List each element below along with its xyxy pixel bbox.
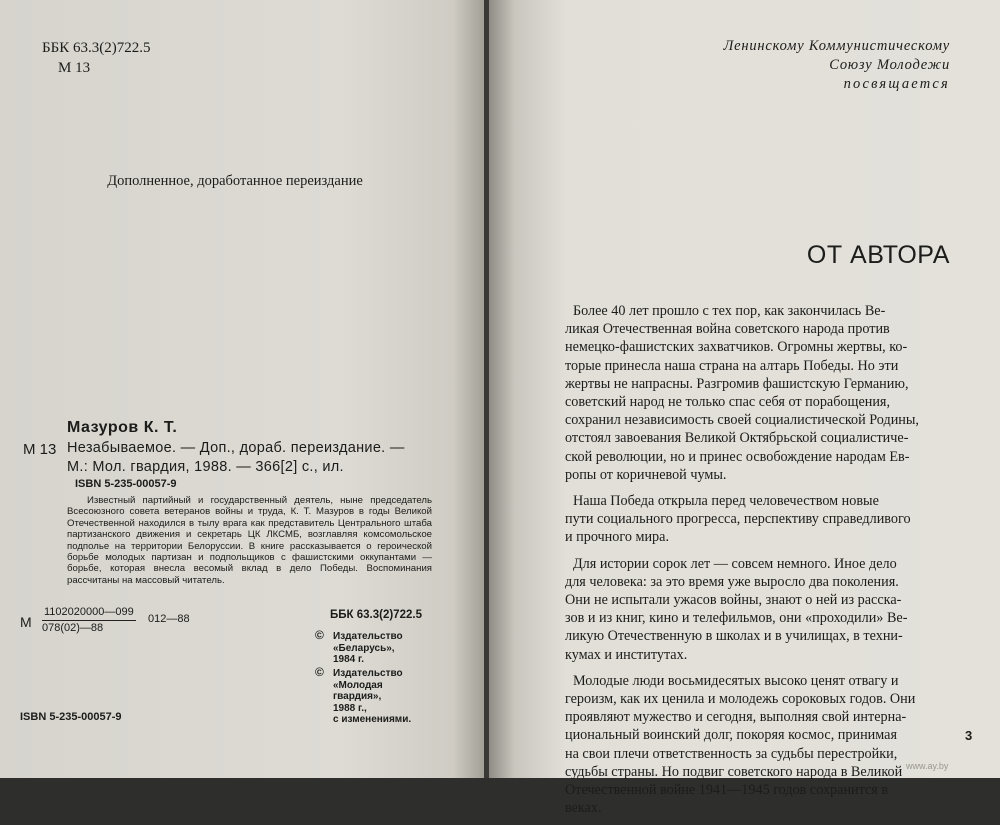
preface-paragraph — [565, 555, 975, 664]
isbn-top: ISBN 5-235-00057-9 — [75, 478, 177, 490]
bbk-code-text: ББК 63.3(2)722.5 — [42, 40, 151, 56]
text-line: пути социального прогресса, перспективу справедливого — [565, 511, 911, 528]
copyright-line: с изменениями. — [333, 714, 412, 725]
copyright-line: «Беларусь», — [333, 642, 395, 654]
text-line: на свои плечи ответственность за судьбы перестройки, — [565, 745, 898, 762]
catalog-title-line: Незабываемое. — Доп., дораб. переиздание. — — [67, 440, 405, 456]
code-letter: М — [20, 614, 32, 630]
text-line: Молодые люди восьмидесятых высоко ценят отвагу и — [573, 672, 899, 689]
text-line: кумах и институтах. — [565, 646, 688, 663]
text-line: Отечественной войне 1941—1945 годов сохранится в — [565, 782, 889, 799]
code-numerator: 1102020000—099 — [42, 605, 136, 621]
preface-paragraph — [565, 302, 975, 484]
text-line: для человека: за это время уже выросло два поколения. — [565, 573, 899, 590]
preface-body — [565, 302, 975, 825]
annotation: Известный партийный и государственный деятель, ныне председатель Всесоюзного совета ветеранов войны и труда, К. Т. Мазуров в годы Великой Отечественной находился в тылу врага как представитель Центрального штаба партизанского движения и секретарь ЦК ЛКСМБ, возглавляя комсомольское подполье на территории Белоруссии. В книге рассказывается о героической борьбе молодых партизан и подпольщиков с фашистскими оккупантами — борьбе, которая внесла весомый вклад в дело Победы. Воспоминания рассчитаны на массовый читатель. — [67, 495, 432, 586]
preface-paragraph — [565, 672, 975, 818]
text-line: Они не испытали ужасов войны, знают о ней из расска- — [565, 592, 902, 609]
isbn-bottom: ISBN 5-235-00057-9 — [20, 711, 122, 723]
text-line: отстоял завоевания Великой Октябрьской социалистиче- — [565, 430, 909, 447]
text-line: и прочного мира. — [565, 529, 669, 546]
text-line: зов и из книг, кино и телефильмов, они «проходили» Ве- — [565, 610, 908, 627]
copyright-molodaya-gvardiya — [315, 665, 453, 726]
bbk-bottom: ББК 63.3(2)722.5 — [330, 609, 422, 621]
copyright-line: гвардия», — [333, 691, 382, 702]
text-line: судьбы страны. Но подвиг советского народа в Великой — [565, 763, 903, 780]
catalog-imprint-line: М.: Мол. гвардия, 1988. — 366[2] с., ил. — [67, 459, 344, 475]
copyright-icon: © — [315, 628, 324, 642]
text-line: ропы от коричневой чумы. — [565, 466, 727, 483]
text-line: Для истории сорок лет — совсем немного. Иное дело — [573, 555, 897, 572]
dedication-line: Союзу Молодежи — [829, 57, 950, 73]
preface-paragraph — [565, 492, 975, 547]
dedication-line: посвящается — [843, 76, 950, 92]
text-line: проявляют мужество и сегодня, выполняя свой интерна- — [565, 709, 907, 726]
text-line: героизм, как их ценила и молодежь сороковых годов. Они — [565, 691, 916, 708]
copyright-line: 1988 г., — [333, 702, 367, 714]
copyright-line: Издательство — [333, 631, 403, 642]
text-line: жертвы не напрасны. Разгромив фашистскую Германию, — [565, 375, 909, 392]
code-fraction — [42, 605, 136, 636]
page-number: 3 — [965, 728, 973, 743]
copyright-line: «Молодая — [333, 679, 383, 691]
copyright-belarus — [315, 628, 453, 666]
catalog-author-sign: М 13 — [23, 441, 57, 458]
copyright-line: 1984 г. — [333, 654, 364, 665]
bbk-code — [42, 38, 150, 78]
text-line: торые принесла наша страна на алтарь Победы. Но эти — [565, 357, 899, 374]
text-line: советский народ не только спас себя от порабощения, — [565, 394, 891, 411]
edition-note: Дополненное, доработанное переиздание — [107, 173, 363, 189]
code-denominator: 078(02)—88 — [42, 622, 104, 634]
text-line: ликая Отечественная война советского народа против — [565, 321, 890, 338]
text-line: ликую Отечественную в школах и в училищах, в техни- — [565, 628, 903, 645]
author-sign: М 13 — [58, 60, 91, 76]
text-line: Более 40 лет прошло с тех пор, как закончилась Ве- — [573, 303, 886, 319]
code-suffix: 012—88 — [148, 613, 190, 625]
text-line: Наша Победа открыла перед человечеством новые — [573, 493, 879, 510]
left-page — [0, 0, 487, 778]
copyright-line: Издательство — [333, 668, 403, 679]
section-heading: ОТ АВТОРА — [806, 241, 950, 269]
text-line: немецко-фашистских захватчиков. Огромны жертвы, ко- — [565, 339, 908, 356]
copyright-icon: © — [315, 665, 324, 679]
text-line: циональный воинский долг, покоряя космос, принимая — [565, 727, 897, 744]
text-line: ской революции, но и принес освобождение народам Ев- — [565, 448, 910, 465]
text-line: сохранил независимость своей социалистической Родины, — [565, 412, 919, 429]
dedication-line: Ленинскому Коммунистическому — [723, 38, 950, 54]
catalog-author-name: Мазуров К. Т. — [67, 419, 178, 436]
text-line: веках. — [565, 800, 602, 817]
watermark: www.ay.by — [906, 761, 949, 771]
